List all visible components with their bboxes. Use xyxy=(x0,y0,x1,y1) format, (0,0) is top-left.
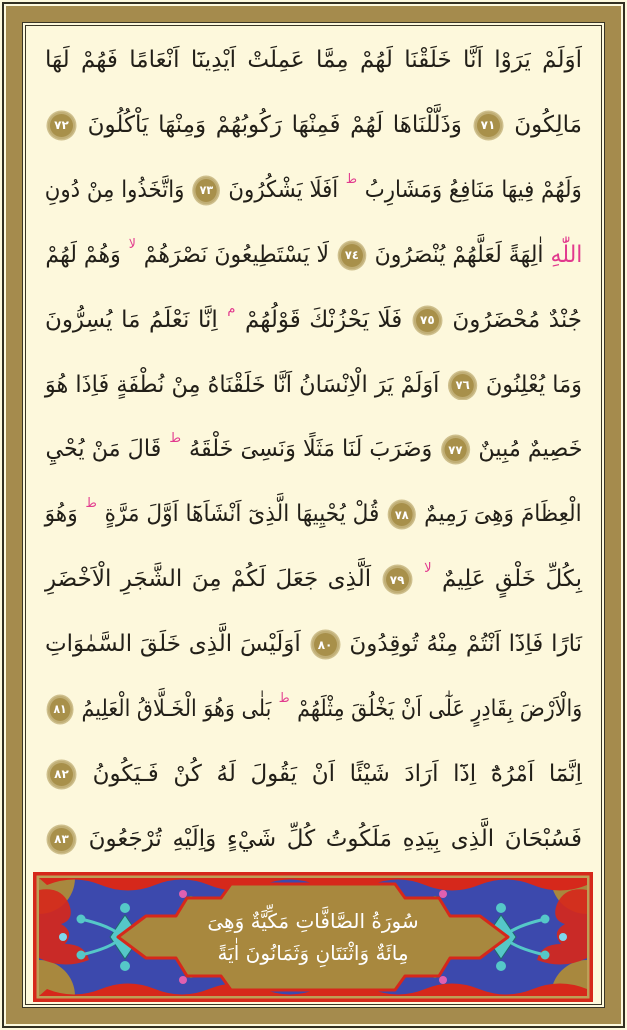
verse-marker: ٧٤ xyxy=(339,242,365,269)
verse-marker: ٨٣ xyxy=(48,826,75,853)
ayah-text-run: خَصِيمٌ مُبِينٌ xyxy=(477,436,582,463)
ayah-text-run: وَاتَّخَذُوا مِنْ دُونِ xyxy=(45,176,185,203)
ayah-line-content xyxy=(45,28,582,93)
ayah-text-run: اِنَّمَٓا اَمْرُهُٓ اِذَٓا اَرَادَ شَيْئًا اَنْ يَقُولَ لَهُ كُنْ فَـيَكُونُ xyxy=(92,760,582,787)
tajweed-pause-mark: لا xyxy=(128,236,136,252)
verse-marker: ٧٢ xyxy=(48,112,75,139)
ayah-text-run: وَضَرَبَ لَنَا مَثَلًا وَنَسِىَ خَلْقَهُ xyxy=(188,436,432,463)
allah-word-highlighted: اللّٰهِ xyxy=(550,241,582,268)
verse-marker: ٧١ xyxy=(475,112,502,139)
ayah-line-content xyxy=(45,742,582,807)
ayah-line-content xyxy=(45,417,582,482)
ayah-text-run: الْعِظَامَ وَهِىَ رَمِيمٌ xyxy=(424,501,582,528)
ayah-line-12 xyxy=(45,742,582,807)
ayah-text-run: وَذَلَّلْنَاهَا لَهُمْ فَمِنْهَا رَكُوبُهُمْ وَمِنْهَا يَاْكُلُونَ xyxy=(87,111,462,138)
ayah-line-13 xyxy=(45,807,582,872)
verse-marker: ٧٥ xyxy=(414,307,441,334)
ayah-text-run: وَهُوَ xyxy=(45,501,79,528)
verse-marker: ٨٢ xyxy=(48,761,75,788)
ayah-line-content xyxy=(45,93,582,158)
tajweed-pause-mark: ط xyxy=(85,496,98,512)
surah-title-line-1: سُورَةُ الصَّافَّاتِ مَكِّيَّةٌ وَهِىَ xyxy=(207,909,419,933)
ayah-line-content xyxy=(45,807,582,872)
ayah-text-run: قُلْ يُحْيِيهَا الَّذِىٓ اَنْشَاَهَٓا اَوَّلَ مَرَّةٍ xyxy=(105,501,380,528)
ayah-line-8 xyxy=(45,482,582,547)
ayah-text-run: فَسُبْحَانَ الَّذِى بِيَدِهِ مَلَكُوتُ كُلِّ شَيْءٍ وَاِلَيْهِ تُرْجَعُونَ xyxy=(88,825,582,852)
ayah-line-content xyxy=(45,288,582,353)
ayah-line-content xyxy=(45,223,582,288)
surah-title-banner xyxy=(33,872,593,1002)
ayah-line-5 xyxy=(45,288,582,353)
ayah-text-run: بِكُلِّ خَلْقٍ عَلِيمٌ xyxy=(441,566,582,593)
ayah-line-11 xyxy=(45,677,582,742)
ayah-line-9 xyxy=(45,547,582,612)
ayah-line-content xyxy=(45,677,582,742)
ayah-text-run: وَهُمْ لَهُمْ xyxy=(45,241,121,268)
ayah-line-2 xyxy=(45,93,582,158)
ayah-line-content xyxy=(45,353,582,418)
verse-marker: ٧٩ xyxy=(384,566,411,593)
verse-marker: ٧٦ xyxy=(450,372,476,399)
tajweed-pause-mark: ط xyxy=(168,431,181,447)
ayah-text-run: اَوَلَمْ يَرَوْا اَنَّا خَلَقْنَا لَهُمْ مِمَّا عَمِلَتْ اَيْدِينَٓا اَنْعَامًا فَهُمْ لَهَا xyxy=(45,47,582,74)
ayah-text-run: اَلَّذِى جَعَلَ لَكُمْ مِنَ الشَّجَرِ الْاَخْضَرِ xyxy=(44,566,372,593)
ayah-text-run: وَالْاَرْضَ بِقَادِرٍ عَلٰٓى اَنْ يَخْلُقَ مِثْلَهُمْ xyxy=(296,695,582,722)
quran-text-block xyxy=(45,28,582,872)
verse-marker: ٧٨ xyxy=(389,501,414,528)
ayah-line-3 xyxy=(45,158,582,223)
ayah-text-run: اٰلِهَةً لَعَلَّهُمْ يُنْصَرُونَ xyxy=(374,241,544,268)
verse-marker: ٨١ xyxy=(48,696,72,723)
ayah-line-6 xyxy=(45,352,582,417)
ayah-text-run: فَلَا يَحْزُنْكَ قَوْلُهُمْ xyxy=(244,306,403,333)
ayah-line-content xyxy=(45,482,582,547)
verse-marker: ٧٧ xyxy=(442,436,468,463)
ayah-text-run: وَلَهُمْ فِيهَا مَنَافِعُ وَمَشَارِبُ xyxy=(364,176,582,203)
ayah-line-7 xyxy=(45,417,582,482)
ayah-line-content xyxy=(45,547,582,612)
ayah-line-1 xyxy=(45,28,582,93)
ayah-line-content xyxy=(45,612,582,677)
ayah-text-run: مَالِكُونَ xyxy=(514,111,582,138)
verse-marker: ٨٠ xyxy=(312,631,339,658)
tajweed-pause-mark: م xyxy=(227,301,236,317)
verse-marker: ٧٣ xyxy=(194,177,219,204)
ayah-text-run: لَا يَسْتَطِيعُونَ نَصْرَهُمْ xyxy=(143,241,329,268)
surah-title-line-2: مِائَةٌ وَاثْنَتَانِ وَثَمَانُونَ اٰيَةً xyxy=(217,941,409,965)
ayah-text-run: بَلٰى وَهُوَ الْخَـلَّاقُ الْعَلِيمُ xyxy=(81,695,272,722)
surah-title-text xyxy=(33,872,593,1002)
tajweed-pause-mark: ط xyxy=(278,690,290,706)
ayah-text-run: نَارًا فَاِذَٓا اَنْتُمْ مِنْهُ تُوقِدُونَ xyxy=(349,631,582,658)
ayah-text-run: وَمَا يُعْلِنُونَ xyxy=(485,371,582,398)
ayah-text-run: جُنْدٌ مُحْضَرُونَ xyxy=(452,306,582,333)
tajweed-pause-mark: لا xyxy=(424,561,432,577)
ayah-text-run: اَوَلَمْ يَرَ الْاِنْسَانُ اَنَّا خَلَقْنَاهُ مِنْ نُطْفَةٍ فَاِذَا هُوَ xyxy=(45,371,440,398)
ayah-text-run: اَفَلَا يَشْكُرُونَ xyxy=(228,176,339,203)
ayah-line-10 xyxy=(45,612,582,677)
ayah-text-run: اَوَلَيْسَ الَّذِى خَلَقَ السَّمٰوَاتِ xyxy=(44,631,301,658)
ayah-text-run: اِنَّا نَعْلَمُ مَا يُسِرُّونَ xyxy=(44,306,218,333)
ayah-text-run: قَالَ مَنْ يُحْيِ xyxy=(45,436,161,463)
ayah-line-content xyxy=(45,158,582,223)
tajweed-pause-mark: ط xyxy=(346,171,358,187)
ayah-line-4 xyxy=(45,223,582,288)
